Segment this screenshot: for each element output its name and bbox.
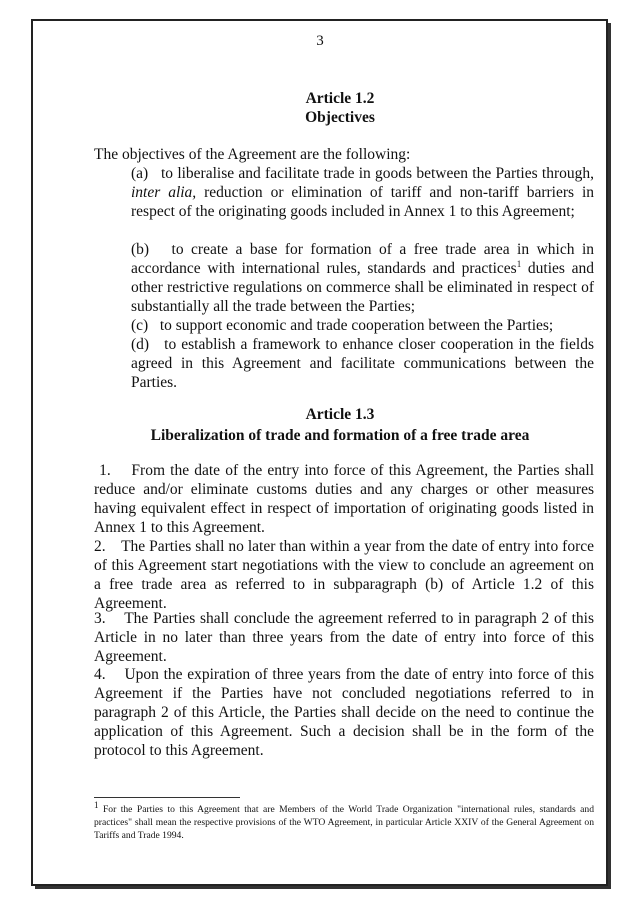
footnote-marker: 1 — [94, 799, 99, 810]
paragraph-number: 2. — [94, 538, 106, 555]
paragraph-number: 1. — [99, 462, 111, 479]
footnote-divider — [94, 797, 240, 798]
item-label: (d) — [131, 336, 150, 353]
article-1-3-subtitle: Liberalization of trade and formation of a free trade area — [150, 427, 530, 444]
article-1-3-paragraph-1 — [94, 461, 594, 537]
paragraph-text: Upon the expiration of three years from the date of entry into force of this Agreement if the Parties have not concluded negotiations referred to in paragraph 2 of this Article, the Parties shall decide on the need to continue the application of this Agreement. Such a decision shall be in the form of the protocol to this Agreement. — [94, 666, 594, 759]
article-1-3-paragraph-2 — [94, 537, 594, 613]
paragraph-text: The Parties shall no later than within a year from the date of entry into force of this Agreement start negotiations with the view to conclude an agreement on a free trade area as referred to in subparagraph (b) of Article 1.2 of this Agreement. — [94, 538, 594, 612]
paragraph-number: 4. — [94, 666, 106, 683]
paragraph-number: 3. — [94, 610, 106, 627]
footnote — [94, 799, 594, 842]
item-text: duties and other restrictive regulations on commerce shall be eliminated in respect of substantially all the trade between the Parties; — [131, 260, 594, 315]
objective-item-d — [131, 335, 594, 392]
item-emphasis: inter alia, — [131, 184, 197, 201]
article-1-3-paragraph-4 — [94, 665, 594, 760]
footnote-text: For the Parties to this Agreement that are Members of the World Trade Organization "international rules, standards and practices" shall mean the respective provisions of the WTO Agreement, in particular Article XXIV of the General Agreement on Tariffs and Trade 1994. — [94, 804, 594, 841]
item-label: (a) — [131, 165, 149, 182]
objective-item-b — [131, 240, 594, 316]
article-1-3-paragraph-3 — [94, 609, 594, 666]
article-1-2-subtitle: Objectives — [305, 109, 375, 126]
item-text: to create a base for formation of a free trade area in which in accordance with international rules, standards and practices — [131, 241, 595, 277]
item-text: to support economic and trade cooperation between the Parties; — [159, 317, 554, 334]
page-number: 3 — [316, 33, 324, 49]
footnote-ref: 1 — [516, 258, 522, 269]
item-text: to establish a framework to enhance closer cooperation in the fields agreed in this Agreement and facilitate communications between the Parties. — [131, 336, 594, 391]
item-text: to liberalise and facilitate trade in goods between the Parties through, — [161, 165, 594, 182]
paragraph-text: The Parties shall conclude the agreement referred to in paragraph 2 of this Article in no later than three years from the date of entry into force of this Agreement. — [94, 610, 594, 665]
objective-item-c — [131, 316, 594, 335]
paragraph-text: From the date of the entry into force of this Agreement, the Parties shall reduce and/or eliminate customs duties and any charges or other measures having equivalent effect in respect of importation of originating goods listed in Annex 1 to this Agreement. — [94, 462, 594, 536]
article-1-3-title: Article 1.3 — [305, 406, 375, 423]
item-label: (b) — [131, 241, 150, 258]
article-1-2-title: Article 1.2 — [305, 90, 375, 107]
item-label: (c) — [131, 317, 149, 334]
item-text: reduction or elimination of tariff and non-tariff barriers in respect of the originating goods included in Annex 1 to this Agreement; — [131, 184, 595, 220]
objectives-intro: The objectives of the Agreement are the following: — [94, 146, 411, 163]
objective-item-a — [131, 164, 594, 221]
